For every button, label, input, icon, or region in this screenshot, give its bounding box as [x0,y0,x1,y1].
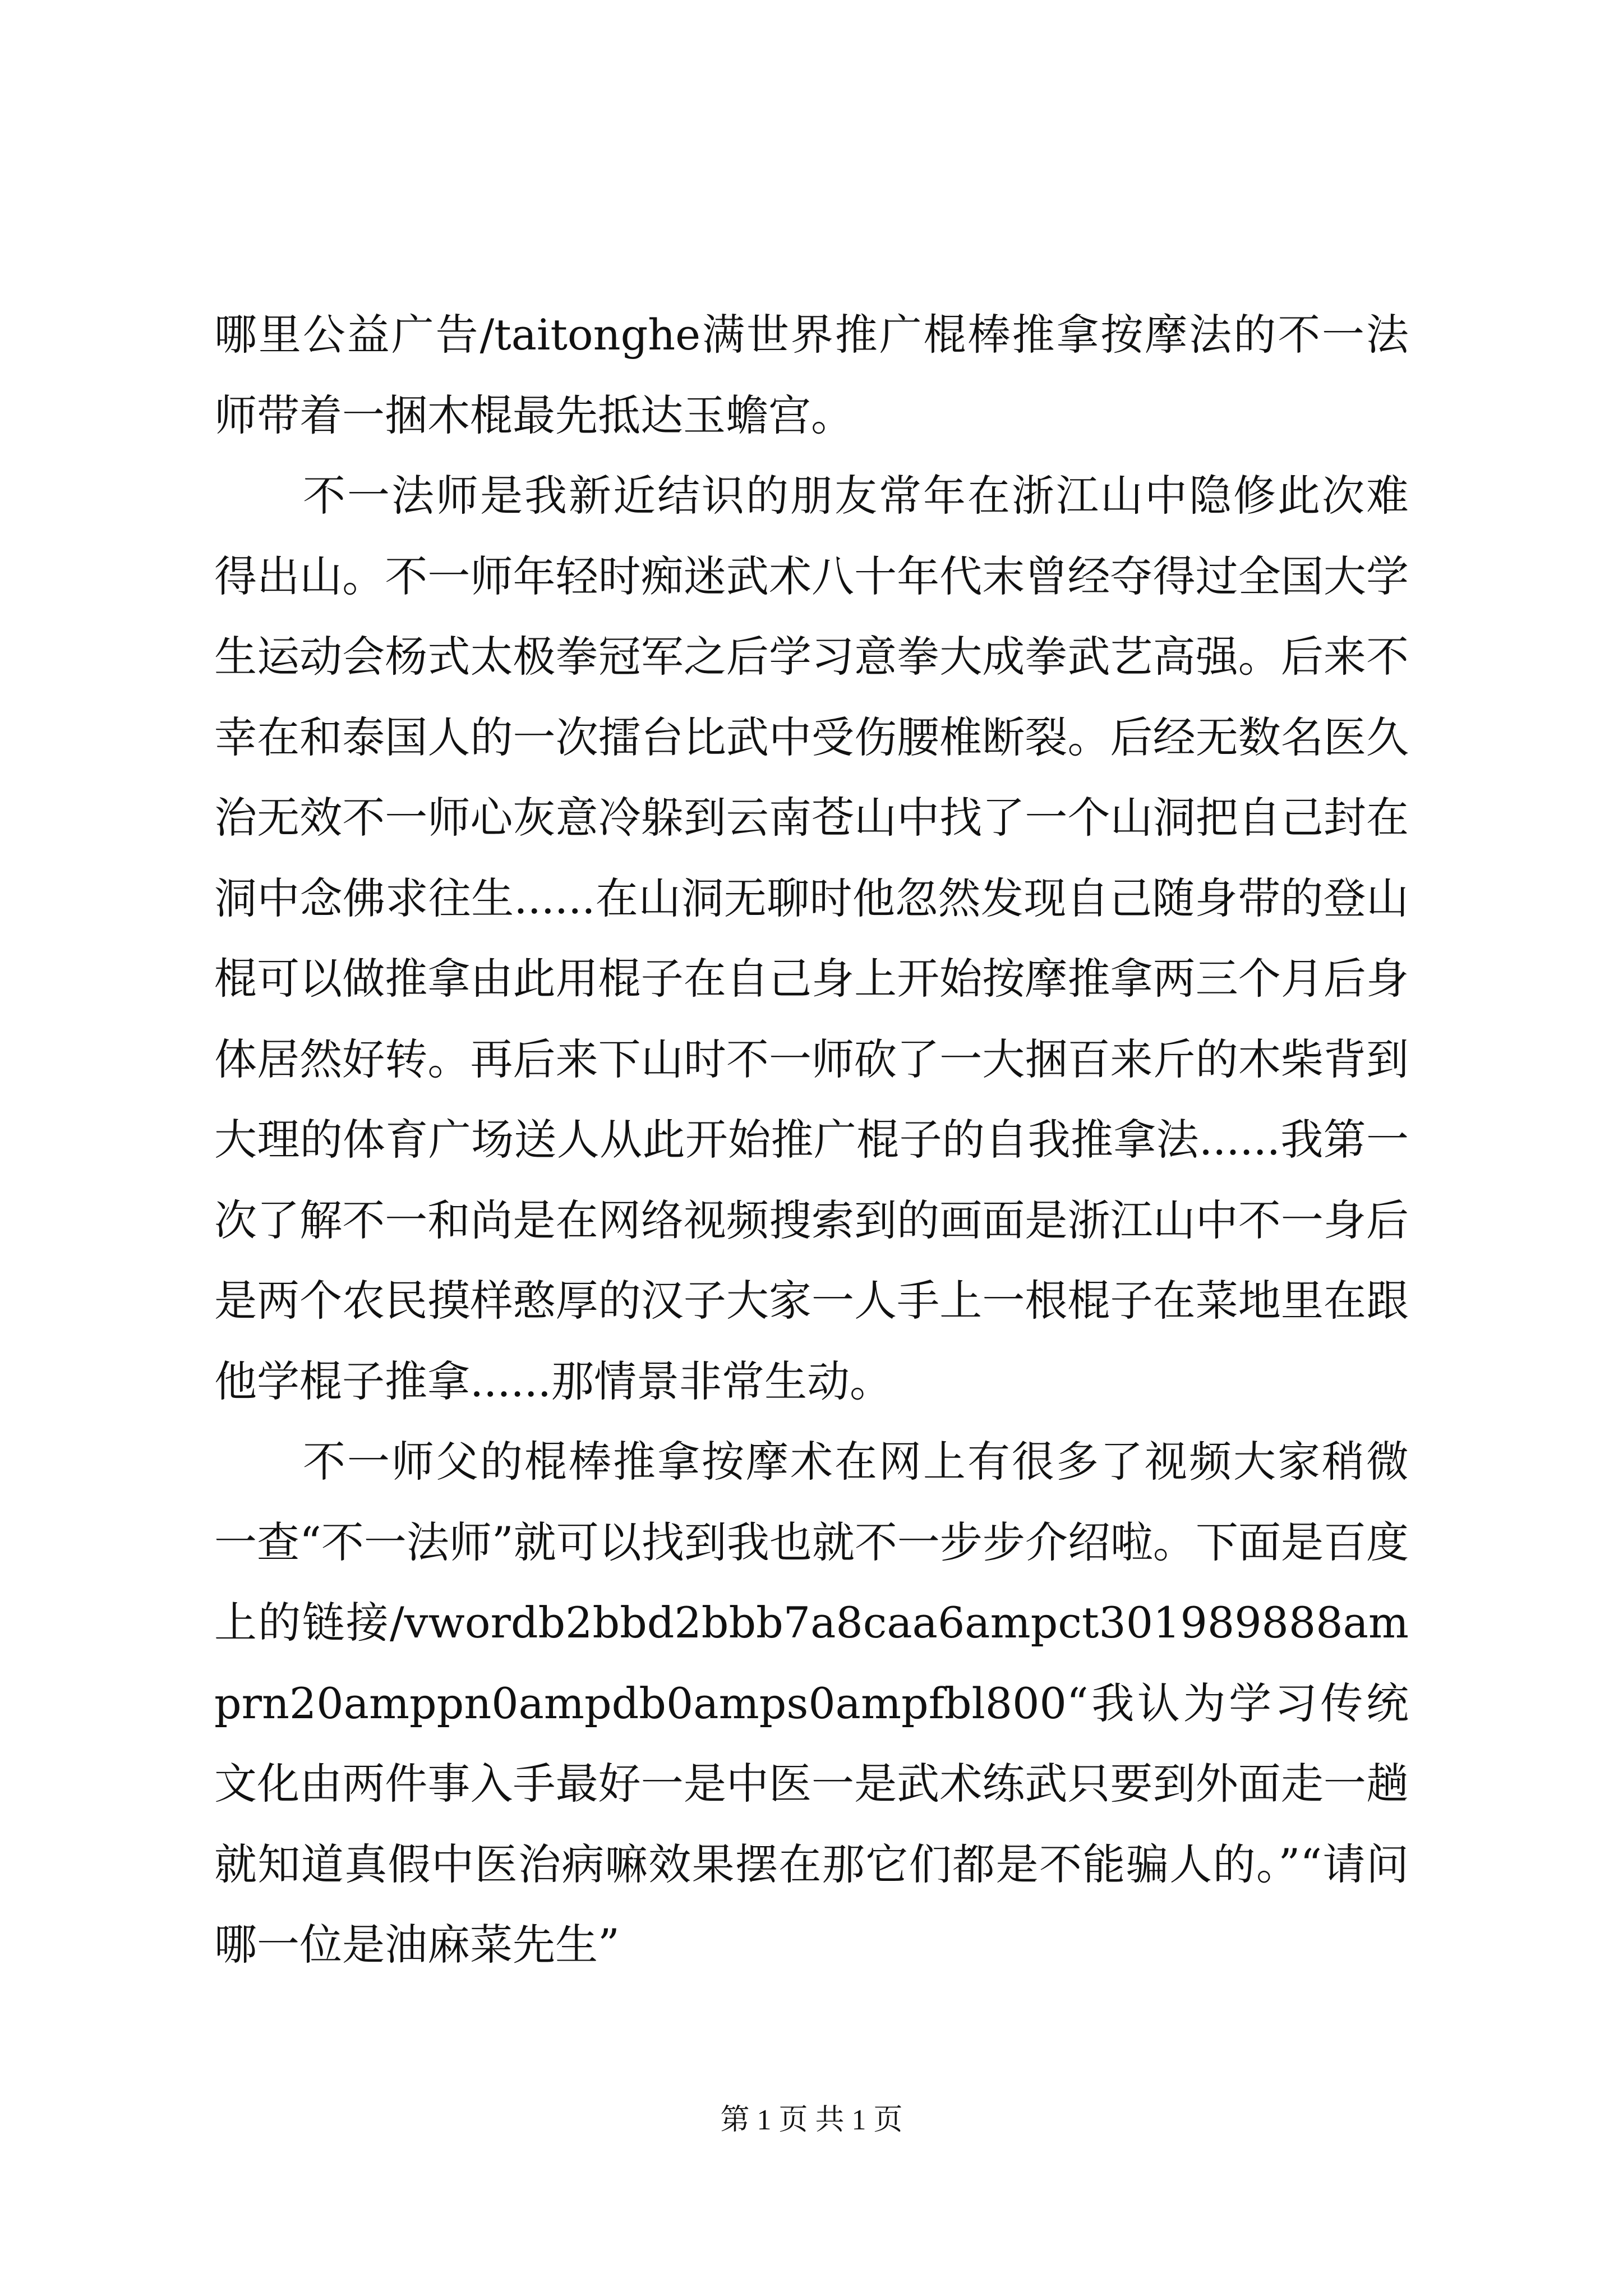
document-body [214,295,1409,1985]
paragraph-1: 哪里公益广告/taitonghe满世界推广棍棒推拿按摩法的不一法师带着一捆木棍最先抵达玉蟾宫。 [214,310,1409,440]
paragraph-3: 不一师父的棍棒推拿按摩术在网上有很多了视频大家稍微一查“不一法师”就可以找到我也就不一步步介绍啦。下面是百度上的链接/vwordb2bbd2bbb7a8caa6ampct301989888amprn20amppn0ampdb0amps0ampfbl800“我认为学习传统文化由两件事入手最好一是中医一是武术练武只要到外面走一趟就知道真假中医治病嘛效果摆在那它们都是不能骗人的。”“请问哪一位是油麻菜先生” [214,1437,1409,1970]
paragraph-2: 不一法师是我新近结识的朋友常年在浙江山中隐修此次难得出山。不一师年轻时痴迷武术八十年代末曾经夺得过全国大学生运动会杨式太极拳冠军之后学习意拳大成拳武艺高强。后来不幸在和泰国人的一次擂台比武中受伤腰椎断裂。后经无数名医久治无效不一师心灰意冷躲到云南苍山中找了一个山洞把自己封在洞中念佛求往生......在山洞无聊时他忽然发现自己随身带的登山棍可以做推拿由此用棍子在自己身上开始按摩推拿两三个月后身体居然好转。再后来下山时不一师砍了一大捆百来斤的木柴背到大理的体育广场送人从此开始推广棍子的自我推拿法......我第一次了解不一和尚是在网络视频搜索到的画面是浙江山中不一身后是两个农民摸样憨厚的汉子大家一人手上一根棍子在菜地里在跟他学棍子推拿......那情景非常生动。 [214,471,1409,1406]
page-number-footer: 第 1 页 共 1 页 [720,2104,903,2136]
